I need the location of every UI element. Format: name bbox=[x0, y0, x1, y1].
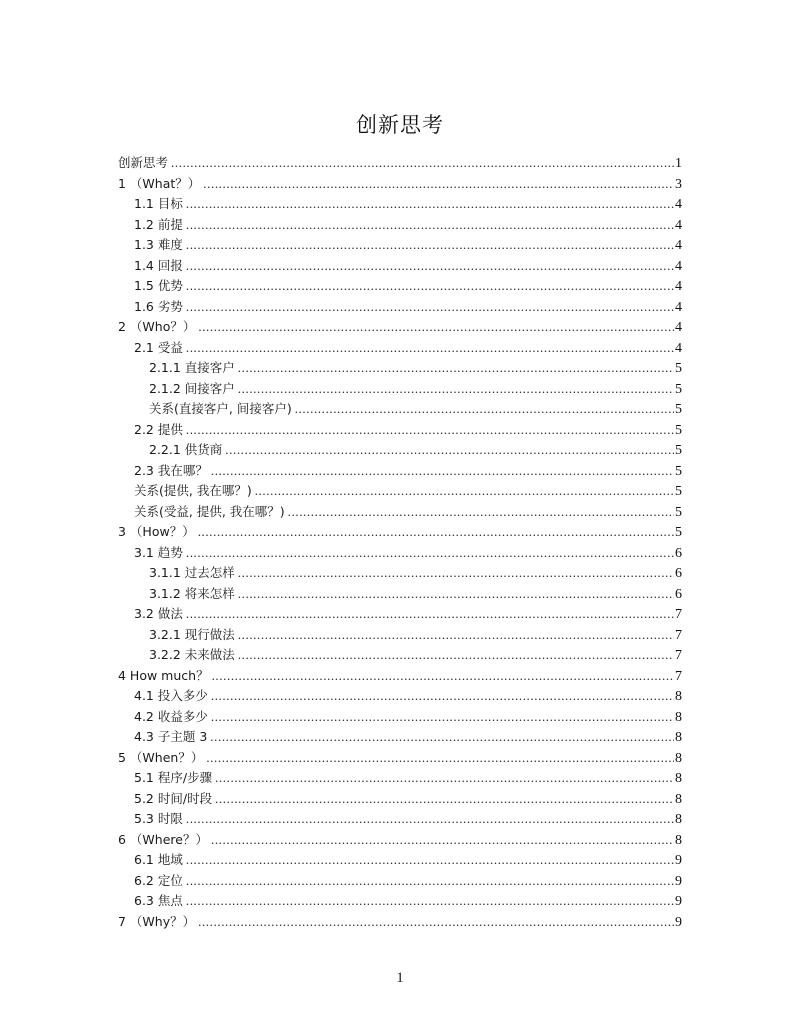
toc-dot-leader bbox=[211, 686, 674, 707]
toc-dot-leader bbox=[238, 563, 674, 584]
toc-entry-34[interactable] bbox=[118, 830, 682, 851]
toc-dot-leader bbox=[186, 256, 674, 277]
toc-entry-label: 5 （When？） bbox=[118, 749, 204, 765]
toc-entry-label: 3.1.1 过去怎样 bbox=[149, 565, 235, 580]
document-title: 创新思考 bbox=[356, 113, 444, 137]
toc-entry-page-number: 4 bbox=[675, 320, 682, 335]
toc-dot-leader bbox=[186, 850, 674, 871]
toc-dot-leader bbox=[255, 481, 674, 502]
toc-entry-label: 3.2.1 现行做法 bbox=[149, 626, 235, 642]
toc-entry-page-number: 4 bbox=[675, 340, 682, 356]
toc-entry-page-number: 9 bbox=[675, 853, 682, 868]
toc-entry-label: 4.3 子主题 3 bbox=[134, 729, 208, 744]
toc-dot-leader bbox=[198, 317, 674, 338]
toc-dot-leader bbox=[238, 379, 674, 400]
toc-entry-label: 关系(受益, 提供, 我在哪？) bbox=[134, 503, 285, 519]
toc-entry-page-number: 8 bbox=[675, 791, 682, 807]
toc-entry-page-number: 5 bbox=[675, 484, 682, 499]
toc-entry-label: 3.2.2 未来做法 bbox=[149, 647, 235, 662]
toc-entry-page-number: 8 bbox=[675, 689, 682, 704]
toc-entry-label: 2 （Who？） bbox=[118, 319, 196, 334]
toc-entry-page-number: 5 bbox=[675, 422, 682, 438]
toc-entry-page-number: 8 bbox=[675, 750, 682, 766]
toc-dot-leader bbox=[238, 584, 674, 605]
toc-entry-label: 1.2 前提 bbox=[134, 216, 183, 232]
toc-entry-12[interactable] bbox=[118, 379, 682, 400]
toc-entry-19[interactable] bbox=[118, 522, 682, 543]
toc-entry-page-number: 8 bbox=[675, 730, 682, 745]
toc-entry-label: 2.2.1 供货商 bbox=[149, 442, 223, 457]
toc-dot-leader bbox=[186, 194, 674, 215]
toc-entry-label: 2.3 我在哪？ bbox=[134, 462, 208, 478]
table-of-contents bbox=[118, 153, 682, 932]
toc-entry-page-number: 4 bbox=[675, 217, 682, 233]
toc-entry-6[interactable] bbox=[118, 256, 682, 277]
toc-entry-label: 关系(提供, 我在哪？) bbox=[134, 483, 252, 498]
toc-entry-23[interactable] bbox=[118, 604, 682, 625]
toc-entry-page-number: 3 bbox=[675, 176, 682, 192]
toc-dot-leader bbox=[186, 338, 674, 359]
toc-entry-27[interactable] bbox=[118, 686, 682, 707]
toc-entry-37[interactable] bbox=[118, 891, 682, 912]
toc-entry-page-number: 7 bbox=[675, 607, 682, 622]
toc-entry-5[interactable] bbox=[118, 235, 682, 256]
toc-entry-14[interactable] bbox=[118, 420, 682, 441]
toc-entry-17[interactable] bbox=[118, 481, 682, 502]
toc-dot-leader bbox=[186, 276, 674, 297]
toc-entry-label: 关系(直接客户, 间接客户) bbox=[149, 401, 292, 416]
toc-dot-leader bbox=[238, 625, 674, 646]
toc-entry-1[interactable] bbox=[118, 153, 682, 174]
toc-entry-28[interactable] bbox=[118, 707, 682, 728]
toc-entry-page-number: 4 bbox=[675, 299, 682, 315]
toc-entry-10[interactable] bbox=[118, 338, 682, 359]
toc-entry-label: 3.1 趋势 bbox=[134, 544, 183, 560]
toc-entry-36[interactable] bbox=[118, 871, 682, 892]
toc-dot-leader bbox=[186, 891, 674, 912]
toc-dot-leader bbox=[215, 789, 674, 810]
toc-entry-label: 3 （How？） bbox=[118, 524, 195, 539]
toc-entry-page-number: 7 bbox=[675, 668, 682, 684]
toc-entry-9[interactable] bbox=[118, 317, 682, 338]
toc-entry-7[interactable] bbox=[118, 276, 682, 297]
toc-entry-page-number: 9 bbox=[675, 894, 682, 909]
toc-entry-label: 6.3 焦点 bbox=[134, 893, 183, 908]
toc-entry-page-number: 6 bbox=[675, 566, 682, 581]
toc-dot-leader bbox=[215, 768, 674, 789]
toc-entry-26[interactable] bbox=[118, 666, 682, 687]
toc-entry-page-number: 5 bbox=[675, 381, 682, 397]
toc-dot-leader bbox=[206, 748, 674, 769]
toc-entry-38[interactable] bbox=[118, 912, 682, 933]
toc-entry-page-number: 4 bbox=[675, 258, 682, 274]
toc-entry-3[interactable] bbox=[118, 194, 682, 215]
toc-entry-label: 1.1 目标 bbox=[134, 196, 183, 211]
toc-entry-page-number: 4 bbox=[675, 238, 682, 253]
toc-dot-leader bbox=[186, 235, 674, 256]
toc-entry-30[interactable] bbox=[118, 748, 682, 769]
toc-dot-leader bbox=[238, 645, 674, 666]
toc-entry-4[interactable] bbox=[118, 215, 682, 236]
toc-entry-label: 2.2 提供 bbox=[134, 421, 183, 437]
toc-entry-label: 4.1 投入多少 bbox=[134, 688, 208, 703]
toc-entry-label: 1 （What？） bbox=[118, 175, 201, 191]
toc-dot-leader bbox=[295, 399, 674, 420]
toc-entry-page-number: 5 bbox=[675, 402, 682, 417]
toc-entry-label: 2.1.2 间接客户 bbox=[149, 380, 235, 396]
toc-entry-page-number: 5 bbox=[675, 463, 682, 479]
toc-entry-page-number: 5 bbox=[675, 361, 682, 376]
toc-entry-page-number: 5 bbox=[675, 525, 682, 540]
toc-entry-page-number: 9 bbox=[675, 873, 682, 889]
toc-entry-page-number: 6 bbox=[675, 586, 682, 602]
toc-entry-page-number: 6 bbox=[675, 545, 682, 561]
toc-dot-leader bbox=[211, 461, 674, 482]
toc-entry-label: 7 （Why？） bbox=[118, 913, 196, 929]
toc-entry-label: 5.3 时限 bbox=[134, 811, 183, 826]
toc-entry-page-number: 4 bbox=[675, 279, 682, 294]
toc-entry-20[interactable] bbox=[118, 543, 682, 564]
toc-entry-25[interactable] bbox=[118, 645, 682, 666]
toc-dot-leader bbox=[186, 604, 674, 625]
toc-entry-page-number: 5 bbox=[675, 504, 682, 520]
toc-entry-label: 3.2 做法 bbox=[134, 606, 183, 621]
toc-entry-page-number: 7 bbox=[675, 648, 682, 663]
toc-dot-leader bbox=[186, 297, 674, 318]
toc-entry-page-number: 7 bbox=[675, 627, 682, 643]
toc-dot-leader bbox=[288, 502, 674, 523]
toc-entry-label: 5.2 时间/时段 bbox=[134, 790, 213, 806]
toc-entry-page-number: 4 bbox=[675, 197, 682, 212]
toc-entry-page-number: 8 bbox=[675, 832, 682, 848]
toc-entry-label: 1.3 难度 bbox=[134, 237, 183, 252]
toc-entry-13[interactable] bbox=[118, 399, 682, 420]
toc-entry-24[interactable] bbox=[118, 625, 682, 646]
toc-entry-label: 2.1.1 直接客户 bbox=[149, 360, 235, 375]
toc-dot-leader bbox=[225, 440, 674, 461]
toc-dot-leader bbox=[198, 522, 674, 543]
toc-entry-35[interactable] bbox=[118, 850, 682, 871]
toc-dot-leader bbox=[186, 420, 674, 441]
toc-dot-leader bbox=[203, 174, 674, 195]
toc-dot-leader bbox=[211, 707, 674, 728]
toc-entry-page-number: 5 bbox=[675, 443, 682, 458]
toc-dot-leader bbox=[238, 358, 674, 379]
toc-entry-15[interactable] bbox=[118, 440, 682, 461]
toc-entry-29[interactable] bbox=[118, 727, 682, 748]
toc-entry-label: 创新思考 bbox=[118, 155, 169, 170]
footer-page-number: 1 bbox=[396, 970, 404, 986]
toc-entry-label: 4 How much？ bbox=[118, 667, 209, 683]
toc-entry-label: 6.1 地域 bbox=[134, 852, 183, 867]
toc-entry-33[interactable] bbox=[118, 809, 682, 830]
toc-entry-32[interactable] bbox=[118, 789, 682, 810]
toc-entry-11[interactable] bbox=[118, 358, 682, 379]
toc-entry-label: 2.1 受益 bbox=[134, 339, 183, 355]
toc-entry-22[interactable] bbox=[118, 584, 682, 605]
toc-dot-leader bbox=[186, 809, 674, 830]
toc-dot-leader bbox=[212, 666, 674, 687]
toc-dot-leader bbox=[186, 215, 674, 236]
toc-dot-leader bbox=[186, 543, 674, 564]
toc-entry-page-number: 1 bbox=[675, 156, 682, 171]
toc-entry-label: 3.1.2 将来怎样 bbox=[149, 585, 235, 601]
toc-entry-label: 5.1 程序/步骤 bbox=[134, 770, 213, 785]
toc-entry-page-number: 8 bbox=[675, 812, 682, 827]
toc-entry-18[interactable] bbox=[118, 502, 682, 523]
toc-dot-leader bbox=[198, 912, 674, 933]
toc-entry-page-number: 9 bbox=[675, 914, 682, 930]
toc-entry-label: 1.5 优势 bbox=[134, 278, 183, 293]
toc-dot-leader bbox=[186, 871, 674, 892]
toc-entry-8[interactable] bbox=[118, 297, 682, 318]
toc-entry-31[interactable] bbox=[118, 768, 682, 789]
toc-entry-21[interactable] bbox=[118, 563, 682, 584]
toc-entry-label: 1.4 回报 bbox=[134, 257, 183, 273]
toc-entry-label: 1.6 劣势 bbox=[134, 298, 183, 314]
toc-entry-label: 4.2 收益多少 bbox=[134, 708, 208, 724]
toc-entry-label: 6.2 定位 bbox=[134, 872, 183, 888]
toc-entry-label: 6 （Where？） bbox=[118, 831, 208, 847]
toc-entry-page-number: 8 bbox=[675, 709, 682, 725]
toc-entry-16[interactable] bbox=[118, 461, 682, 482]
toc-dot-leader bbox=[211, 830, 674, 851]
toc-entry-page-number: 8 bbox=[675, 771, 682, 786]
toc-dot-leader bbox=[171, 153, 674, 174]
toc-dot-leader bbox=[210, 727, 674, 748]
toc-entry-2[interactable] bbox=[118, 174, 682, 195]
